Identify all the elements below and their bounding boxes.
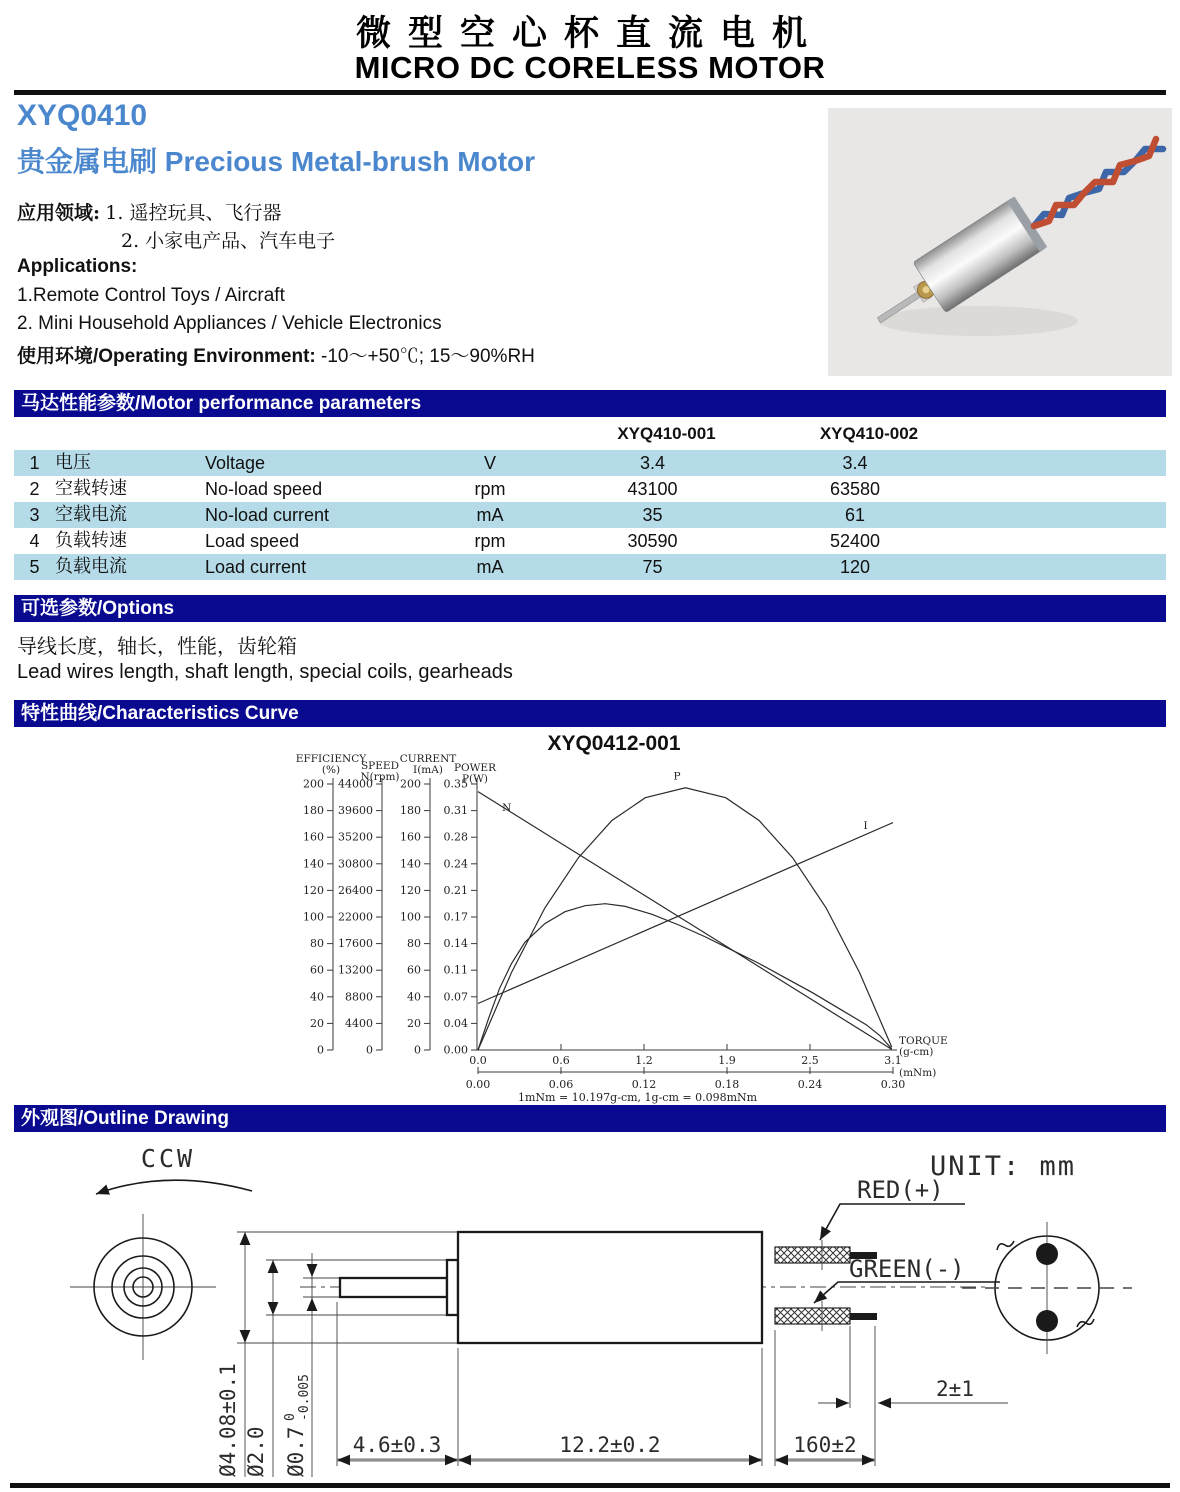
cell-v1: 43100 [627, 479, 678, 499]
applications-en-label: Applications: [17, 256, 138, 277]
y-axis-tick-label: 0.17 [443, 910, 468, 924]
cell-unit: V [483, 453, 496, 473]
dim-wire-tip-length: 2±1 [936, 1377, 974, 1401]
table-row [14, 450, 1166, 476]
cell-no: 4 [29, 531, 40, 551]
y-axis-tick-label: 160 [303, 830, 324, 844]
y-axis-tick-label: 60 [310, 963, 324, 977]
y-axis-title: (%) [321, 764, 341, 776]
series-label-current: I [863, 820, 868, 833]
operating-environment-label: 使用环境/Operating Environment: [17, 346, 316, 367]
y-axis-title: EFFICIENCY [295, 753, 367, 765]
x-axis2-tick-label: 0.24 [797, 1078, 823, 1091]
y-axis-tick-label: 0 [414, 1043, 421, 1057]
dim-body-diameter: Ø4.08±0.1 [216, 1363, 240, 1477]
x-axis2-tick-label: 0.06 [548, 1078, 574, 1091]
y-axis-title: N(rpm) [360, 771, 400, 783]
cell-en: No-load speed [205, 479, 323, 499]
front-view [70, 1214, 216, 1360]
x-axis2-tick-label: 0.12 [631, 1078, 657, 1091]
y-axis-tick-label: 100 [400, 910, 421, 924]
motor-body-drawing [458, 1232, 762, 1343]
diameter-dimensions [216, 1232, 312, 1477]
cell-v1: 35 [642, 505, 663, 525]
series-speed [478, 792, 892, 1050]
y-axis-tick-label: 180 [400, 804, 421, 818]
options-text-english: Lead wires length, shaft length, special coils, gearheads [17, 661, 513, 683]
y-axis-title: I(mA) [413, 764, 443, 776]
cell-v2: 63580 [829, 479, 881, 499]
applications-cn-label: 应用领域: [17, 202, 101, 224]
top-lead-wire [775, 1247, 850, 1263]
dim-body-length: 12.2±0.2 [559, 1433, 661, 1457]
y-axis-tick-label: 60 [407, 963, 421, 977]
bottom-lead-wire [775, 1308, 850, 1324]
svg-text:-0.005: -0.005 [297, 1374, 312, 1421]
table-row [14, 554, 1166, 580]
product-subtitle [17, 140, 535, 180]
y-axis-tick-label: 0 [366, 1043, 373, 1057]
side-view [237, 1232, 990, 1343]
y-axis-tick-label: 200 [400, 777, 421, 791]
ccw-label: CCW [140, 1144, 196, 1173]
cell-v1: 3.4 [639, 453, 666, 473]
y-axis-title: SPEED [360, 760, 400, 772]
y-axis-tick-label: 0 [317, 1043, 324, 1057]
cell-no: 1 [29, 453, 40, 473]
svg-text:0: 0 [283, 1413, 298, 1421]
red-wire-label: RED(+) [857, 1176, 944, 1204]
y-axis-tick-label: 17600 [338, 937, 373, 951]
y-axis-tick-label: 8800 [345, 990, 373, 1004]
table-row [14, 502, 1166, 528]
y-axis-title: CURRENT [399, 753, 457, 765]
y-axis-tick-label: 120 [303, 883, 324, 897]
section-curve-header: 特性曲线/Characteristics Curve [14, 700, 1166, 727]
cell-en: Load speed [205, 531, 300, 551]
y-axis-tick-label: 180 [303, 804, 324, 818]
x-axis2-tick-label: 0.00 [465, 1078, 491, 1091]
subtitle-chinese: 贵金属电刷 [17, 145, 158, 178]
dim-collar-diameter: Ø2.0 [244, 1426, 268, 1477]
x-axis-tick-label: 0.0 [469, 1054, 487, 1067]
unit-conversion-note: 1mNm = 10.197g-cm, 1g-cm = 0.098mNm [518, 1091, 758, 1104]
y-axis-tick-label: 80 [407, 937, 421, 951]
column-header-xyq410-002: XYQ410-002 [819, 424, 919, 443]
y-axis-tick-label: 140 [400, 857, 421, 871]
rear-terminal-bottom [1036, 1310, 1058, 1332]
y-axis-tick-label: 0.31 [443, 804, 468, 818]
applications-cn-line1 [17, 198, 281, 225]
model-number: XYQ0410 [17, 99, 148, 132]
y-axis-tick-label: 13200 [338, 963, 373, 977]
x-axis2-tick-label: 0.30 [880, 1078, 906, 1091]
cell-en: Load current [205, 557, 307, 577]
series-current [478, 823, 893, 1004]
x-axis-tick-label: 1.9 [718, 1054, 736, 1067]
wire-labels [814, 1176, 1000, 1303]
x-axis-tick-label: 1.2 [635, 1054, 653, 1067]
rear-view [962, 1222, 1132, 1354]
rear-wire-exit-top [997, 1241, 1014, 1250]
cell-cn: 负载电流 [55, 556, 127, 577]
y-axis-tick-label: 35200 [338, 830, 373, 844]
table-row [14, 476, 1166, 502]
x-axis-title: TORQUE [899, 1035, 948, 1047]
y-axis-tick-label: 44000 [338, 777, 373, 791]
ccw-arrow [96, 1180, 252, 1194]
cell-en: Voltage [205, 453, 266, 473]
y-axis-tick-label: 140 [303, 857, 324, 871]
y-axis-tick-label: 39600 [338, 804, 373, 818]
column-header-xyq410-001: XYQ410-001 [617, 424, 716, 443]
cell-cn: 空载电流 [55, 504, 127, 525]
applications-en-item1: 1.Remote Control Toys / Aircraft [17, 285, 285, 306]
rear-terminal-top [1036, 1243, 1058, 1265]
x-axis-title: (g-cm) [899, 1046, 934, 1058]
operating-environment [17, 341, 535, 368]
cell-v2: 61 [844, 505, 866, 525]
y-axis-tick-label: 100 [303, 910, 324, 924]
y-axis-title: POWER [453, 762, 497, 774]
y-axis-tick-label: 0.11 [443, 963, 468, 977]
y-axis-tick-label: 80 [310, 937, 324, 951]
series-label-power: P [673, 770, 681, 783]
y-axis-tick-label: 0.21 [443, 883, 468, 897]
rear-wire-exit-bottom [1077, 1319, 1094, 1327]
y-axis-tick-label: 20 [310, 1016, 324, 1030]
photo-shadow [878, 306, 1078, 336]
cell-cn: 空载转速 [55, 478, 127, 499]
y-axis-tick-label: 22000 [338, 910, 373, 924]
y-axis-tick-label: 200 [303, 777, 324, 791]
characteristics-curve-chart [280, 752, 960, 1108]
x-axis2-tick-label: 0.18 [714, 1078, 740, 1091]
y-axis-tick-label: 4400 [345, 1016, 373, 1030]
unit-label: UNIT: mm [929, 1151, 1077, 1182]
x-axis-tick-label: 2.5 [801, 1054, 819, 1067]
cell-unit: mA [476, 505, 504, 525]
series-label-speed: N [502, 802, 512, 815]
y-axis-tick-label: 0.35 [443, 777, 468, 791]
cell-en: No-load current [205, 505, 330, 525]
options-text-chinese: 导线长度，轴长，性能，齿轮箱 [17, 634, 297, 658]
y-axis-title: P(W) [461, 773, 489, 785]
x-axis-tick-label: 3.1 [884, 1054, 902, 1067]
page-title-chinese: 微型空心杯直流电机 [355, 13, 824, 54]
cell-v1: 75 [642, 557, 663, 577]
cell-unit: rpm [474, 479, 506, 499]
table-row [14, 528, 1166, 554]
motor-collar-drawing [447, 1260, 458, 1315]
y-axis-tick-label: 40 [310, 990, 324, 1004]
product-photo [828, 108, 1172, 376]
table-column-headers [14, 424, 1166, 448]
applications-cn-item2: 2. 小家电产品、汽车电子 [121, 230, 336, 252]
dim-shaft-diameter [283, 1374, 312, 1477]
cell-no: 3 [29, 505, 40, 525]
y-axis-tick-label: 0.24 [443, 857, 468, 871]
page-title-english: MICRO DC CORELESS MOTOR [354, 50, 826, 85]
section-outline-header: 外观图/Outline Drawing [14, 1105, 1166, 1132]
cell-v2: 120 [839, 557, 871, 577]
y-axis-tick-label: 0.14 [443, 937, 468, 951]
y-axis-tick-label: 26400 [338, 883, 373, 897]
x-axis-tick-label: 0.6 [552, 1054, 570, 1067]
performance-table [14, 450, 1166, 580]
section-options-header: 可选参数/Options [14, 595, 1166, 622]
cell-no: 2 [29, 479, 40, 499]
y-axis-tick-label: 0.28 [443, 830, 468, 844]
y-axis-tick-label: 20 [407, 1016, 421, 1030]
subtitle-english: Precious Metal-brush Motor [164, 146, 536, 177]
x-axis2-title: (mNm) [899, 1067, 937, 1079]
operating-environment-value: -10～+50℃; 15～90%RH [321, 346, 535, 367]
footer-divider [10, 1483, 1170, 1488]
cell-cn: 电压 [55, 452, 91, 473]
outline-drawing [0, 1132, 1180, 1482]
cell-v1: 30590 [627, 531, 678, 551]
bottom-wire-tip [850, 1313, 877, 1320]
y-axis-tick-label: 0.07 [443, 990, 468, 1004]
svg-text:Ø0.7: Ø0.7 [284, 1426, 308, 1477]
motor-shaft-drawing [340, 1278, 447, 1297]
y-axis-tick-label: 40 [407, 990, 421, 1004]
cell-v2: 52400 [829, 531, 881, 551]
cell-unit: mA [476, 557, 504, 577]
chart-title: XYQ0412-001 [547, 732, 681, 755]
cell-no: 5 [29, 557, 40, 577]
cell-v2: 3.4 [842, 453, 868, 473]
header-divider [14, 90, 1166, 95]
cell-cn: 负载转速 [55, 530, 127, 551]
y-axis-tick-label: 0.00 [443, 1043, 468, 1057]
dim-shaft-length: 4.6±0.3 [352, 1433, 442, 1457]
dim-wire-length: 160±2 [793, 1433, 857, 1457]
y-axis-tick-label: 160 [400, 830, 421, 844]
cell-unit: rpm [474, 531, 506, 551]
applications-en-item2: 2. Mini Household Appliances / Vehicle Electronics [17, 313, 442, 334]
green-wire-label: GREEN(-) [849, 1255, 965, 1283]
y-axis-tick-label: 0.04 [443, 1016, 468, 1030]
applications-cn-item1: 1. 遥控玩具、飞行器 [105, 202, 282, 224]
y-axis-tick-label: 30800 [338, 857, 373, 871]
y-axis-tick-label: 120 [400, 883, 421, 897]
section-performance-header: 马达性能参数/Motor performance parameters [14, 390, 1166, 417]
